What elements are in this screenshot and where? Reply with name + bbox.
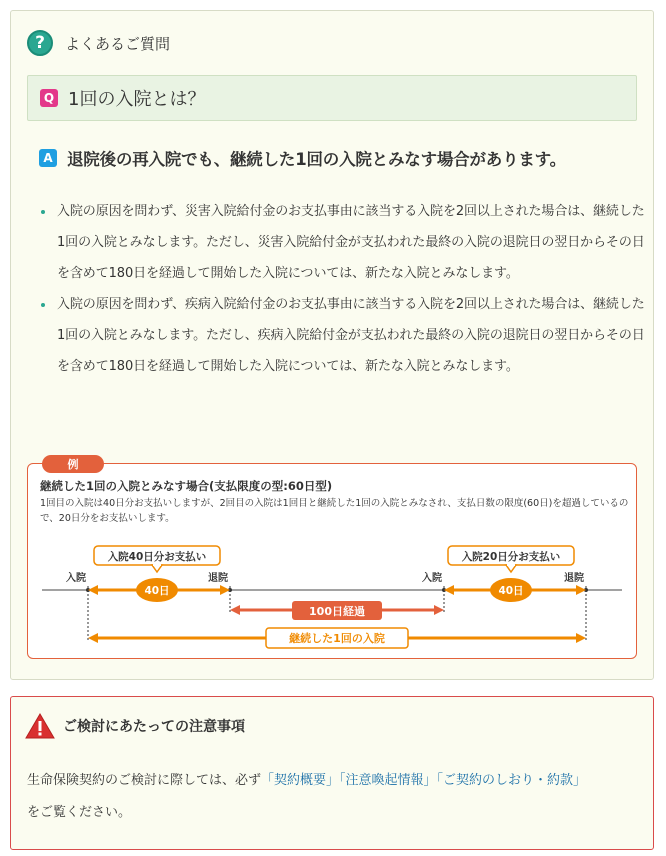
bullet-illness: 入院の原因を問わず、疾病入院給付金のお支払事由に該当する入院を2回以上された場合は、継続した1回の入院とみなします。ただし、疾病入院給付金が支払われた最終の入院の退院日の翌日からその日を含めて180日を経過して開始した入院については、新たな入院とみなします。 xyxy=(37,289,647,382)
first-days-text: 40日 xyxy=(144,585,170,597)
warning-triangle-icon xyxy=(25,713,55,739)
example-title: 継続した1回の入院とみなす場合(支払限度の型:60日型) xyxy=(40,479,333,493)
notice-section xyxy=(10,696,654,850)
gap-label-text: 100日経過 xyxy=(309,605,365,618)
example-description: 1回目の入院は40日分お支払いしますが、2回目の入院は1回目と継続した1回の入院とみなされ、支払日数の限度(60日)を超過しているので、20日分をお支払いします。 xyxy=(40,498,629,524)
label-discharge-2: 退院 xyxy=(564,573,584,584)
first-payment-text: 入院40日分お支払い xyxy=(107,551,207,563)
notice-body-suffix: をご覧ください。 xyxy=(27,805,132,820)
answer-row xyxy=(39,145,566,171)
example-box xyxy=(27,458,637,659)
question-circle-icon: ? xyxy=(27,30,53,56)
bullet-disaster: 入院の原因を問わず、災害入院給付金のお支払事由に該当する入院を2回以上された場合は、継続した1回の入院とみなします。ただし、災害入院給付金が支払われた最終の入院の退院日の翌日からその日を含めて180日を経過して開始した入院については、新たな入院とみなします。 xyxy=(37,196,647,289)
answer-bullet-list xyxy=(37,196,647,382)
question-text: 1回の入院とは？ xyxy=(68,89,206,110)
question-badge: Q xyxy=(40,89,58,107)
faq-section xyxy=(10,10,654,680)
faq-title: よくあるご質問 xyxy=(65,34,171,53)
hospitalization-timeline-diagram xyxy=(28,464,638,660)
notice-header xyxy=(25,713,245,739)
label-admission-2: 入院 xyxy=(422,573,442,584)
second-payment-text: 入院20日分お支払い xyxy=(461,551,561,563)
second-days-text: 40日 xyxy=(498,585,524,597)
faq-header xyxy=(27,29,170,57)
link-policy-terms[interactable]: 「ご契約のしおり・約款」 xyxy=(436,773,587,788)
link-caution-info[interactable]: 「注意喚起情報」 xyxy=(339,773,437,788)
notice-title: ご検討にあたっての注意事項 xyxy=(63,719,245,735)
example-tag: 例 xyxy=(42,455,104,473)
notice-body-prefix: 生命保険契約のご検討に際しては、必ず xyxy=(27,773,262,788)
label-admission-1: 入院 xyxy=(66,573,86,584)
link-contract-summary[interactable]: 「契約概要」 xyxy=(261,773,340,788)
label-discharge-1: 退院 xyxy=(208,573,228,584)
answer-text: 退院後の再入院でも、継続した1回の入院とみなす場合があります。 xyxy=(67,150,566,169)
question-row xyxy=(27,75,637,121)
answer-badge: A xyxy=(39,149,57,167)
continuous-label-text: 継続した1回の入院 xyxy=(289,632,385,645)
notice-body xyxy=(27,765,637,829)
